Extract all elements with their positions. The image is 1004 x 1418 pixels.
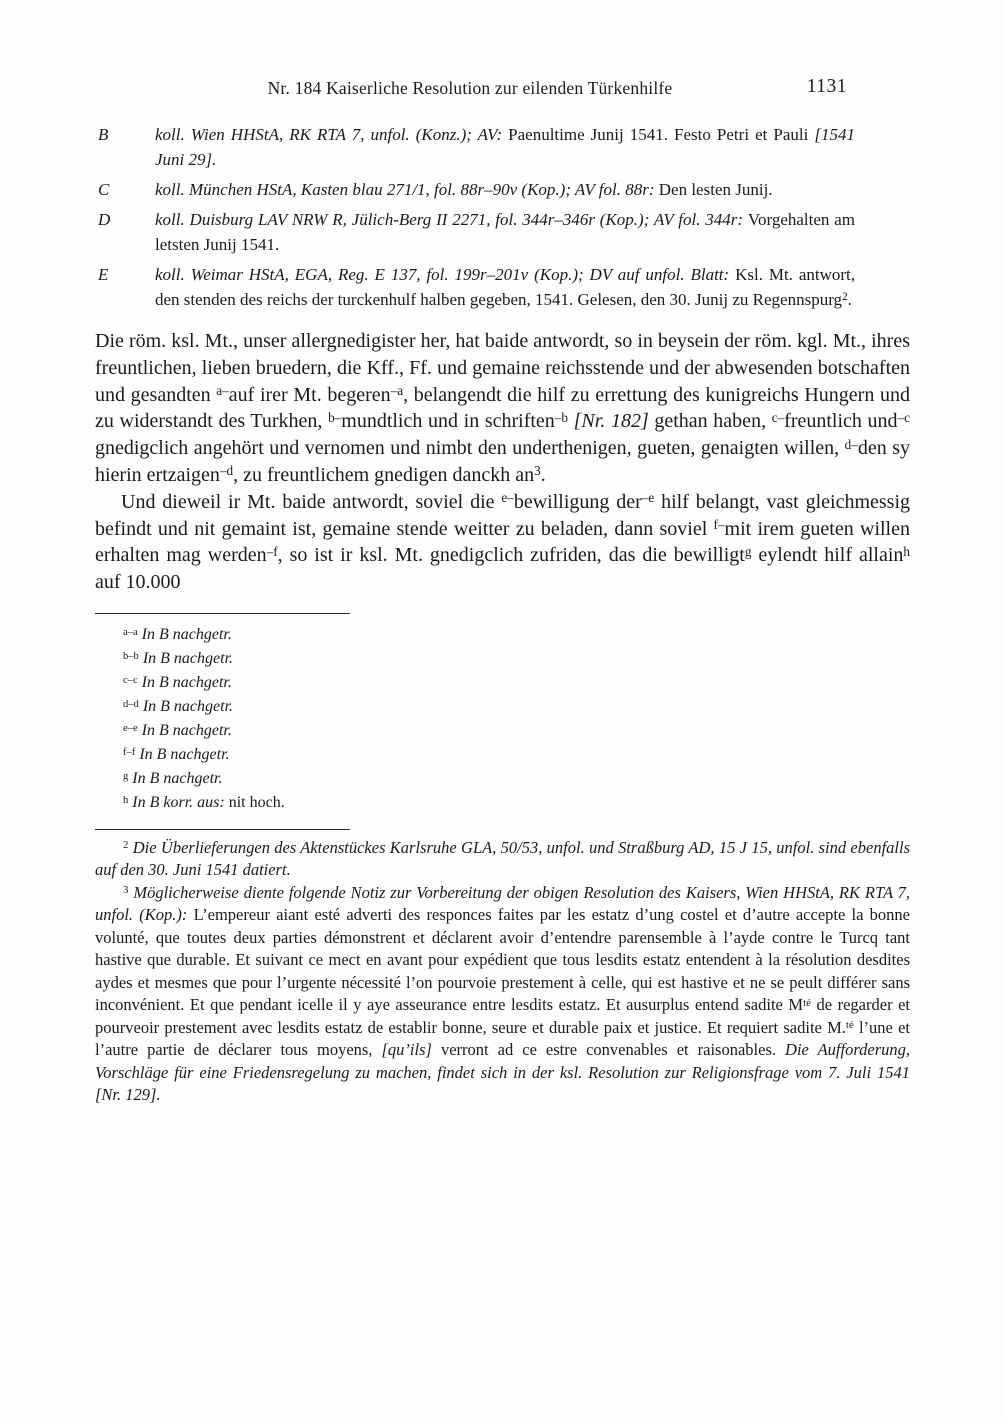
apparatus-entry-g: $^g$ In B nachgetr. xyxy=(123,769,223,787)
source-entry-d xyxy=(95,207,855,257)
apparatus-entry-c: $^{c-c}$ In B nachgetr. xyxy=(123,673,232,691)
running-head xyxy=(95,76,910,102)
source-list xyxy=(95,122,910,312)
siglum-label-c: C xyxy=(98,180,110,199)
body-paragraph-1: Die röm. ksl. Mt., unser allergnedigister her, hat baide antwordt, so in beysein der röm. kgl. Mt., ihres freuntlichen, lieben bruedern, die Kff., Ff. und gemaine reichsstende und der abwesenden botschaften und gesandten $^{a-}$auf irer Mt. begeren$^{-a}$, belangendt die hilf zu errettung des kunigreichs Hungern und zu widerstandt des Turkhen, $^{b-}$mundtlich und in schriften$^{-b}$ [Nr. 182] gethan haben, $^{c-}$freuntlich und$^{-c}$ gnedigclich angehört und vernomen und nimbt den underthenigen, gueten, genaigten willen, $^{d-}$den sy hierin ertzaigen$^{-d}$, zu freuntlichem gnedigen danckh $an^3$. xyxy=(95,330,911,486)
apparatus-entry-h: $^h$ In B korr. aus: nit hoch. xyxy=(123,793,285,811)
apparatus-entry-b: $^{b-b}$ In B nachgetr. xyxy=(123,649,234,667)
apparatus-rule xyxy=(95,613,350,614)
apparatus-entry-e: $^{e-e}$ In B nachgetr. xyxy=(123,721,232,739)
siglum-label-e: E xyxy=(98,265,109,284)
apparatus-entry-f: $^{f-f}$ In B nachgetr. xyxy=(123,745,230,763)
critical-apparatus xyxy=(95,623,910,815)
page-number: 1131 xyxy=(806,76,847,97)
siglum-text-e: koll. Weimar HStA, EGA, Reg. E 137, fol. 199r–201v (Kop.); DV auf unfol. Blatt: Ksl. Mt. antwort, den stenden des reichs der turckenhulf halben gegeben, 1541. Gelesen, den 30. Junij zu Regennspurg$^2$. xyxy=(155,265,856,309)
source-entry-e xyxy=(95,262,855,312)
apparatus-entry-d: $^{d-d}$ In B nachgetr. xyxy=(123,697,234,715)
footnote-rule xyxy=(95,829,350,830)
main-text xyxy=(95,328,910,596)
siglum-label-b: B xyxy=(98,125,109,144)
footnote-2: $^2$ Die Überlieferungen des Aktenstückes Karlsruhe GLA, 50/53, unfol. und Straßburg AD, 15 J 15, unfol. sind ebenfalls auf den 30. Juni 1541 datiert. xyxy=(95,837,911,880)
siglum-label-d: D xyxy=(98,210,111,229)
source-entry-b xyxy=(95,122,855,172)
running-head-title: Nr. 184 Kaiserliche Resolution zur eilenden Türkenhilfe xyxy=(267,78,673,98)
siglum-text-b: koll. Wien HHStA, RK RTA 7, unfol. (Konz.); AV: Paenultime Junij 1541. Festo Petri et Pauli [1541 Juni 29]. xyxy=(155,125,855,169)
apparatus-entry-a: $^{a-a}$ In B nachgetr. xyxy=(123,625,232,643)
siglum-text-c: koll. München HStA, Kasten blau 271/1, fol. 88r–90v (Kop.); AV fol. 88r: Den lesten Junij. xyxy=(155,180,773,199)
footnotes xyxy=(95,837,910,1107)
siglum-text-d: koll. Duisburg LAV NRW R, Jülich-Berg II 2271, fol. 344r–346r (Kop.); AV fol. 344r: Vorgehalten am letsten Junij 1541. xyxy=(155,210,856,254)
footnote-3: $^3$ Möglicherweise diente folgende Notiz zur Vorbereitung der obigen Resolution des Kaisers, Wien HHStA, RK RTA 7, unfol. (Kop.): L’empereur aiant esté adverti des responces faites par les estatz d’ung costel et d’autre accepte la bonne volunté, que toutes deux parties démonstrent et déclarent avoir d’entendre parensemble à l’ayde contre le Turcq tant hastive que durable. Et suivant ce mect en avant pour expédient que tous lesdits estatz entendent à la résolution desdites aydes et mesmes que pour l’urgente nécessité l’on pourvoie prestement à celle, qui est hastive et ne se peult différer sans inconvénient. Et que pendant icelle il y aye asseurance entre lesdits estatz. Et ausurplus entend sadite $M^{té}$ de regarder et pourveoir prestement avec lesdits estatz de establir bonne, seure et durable paix et justice. Et requiert sadite M.$^{té}$ l’une et l’autre partie de déclarer tous moyens, [qu’ils] verront ad ce estre convenables et raisonables. Die Aufforderung, Vorschläge für eine Friedensregelung zu machen, findet sich in der ksl. Resolution zur Religionsfrage vom 7. Juli 1541 [Nr. 129]. xyxy=(95,882,911,1105)
source-entry-c xyxy=(95,177,855,202)
body-paragraph-2: Und dieweil ir Mt. baide antwordt, soviel die $^{e-}$bewilligung der$^{-e}$ hilf belangt, vast gleichmessig befindt und nit gemaint ist, gemaine stende weitter zu beladen, dann soviel $^{f-}$mit irem gueten willen erhalten mag werden$^{-f}$, so ist ir ksl. Mt. gnedigclich zufriden, das die bewilligt$^g$ eylendt hilf allain$^h$ auf 10.000 xyxy=(95,490,911,594)
